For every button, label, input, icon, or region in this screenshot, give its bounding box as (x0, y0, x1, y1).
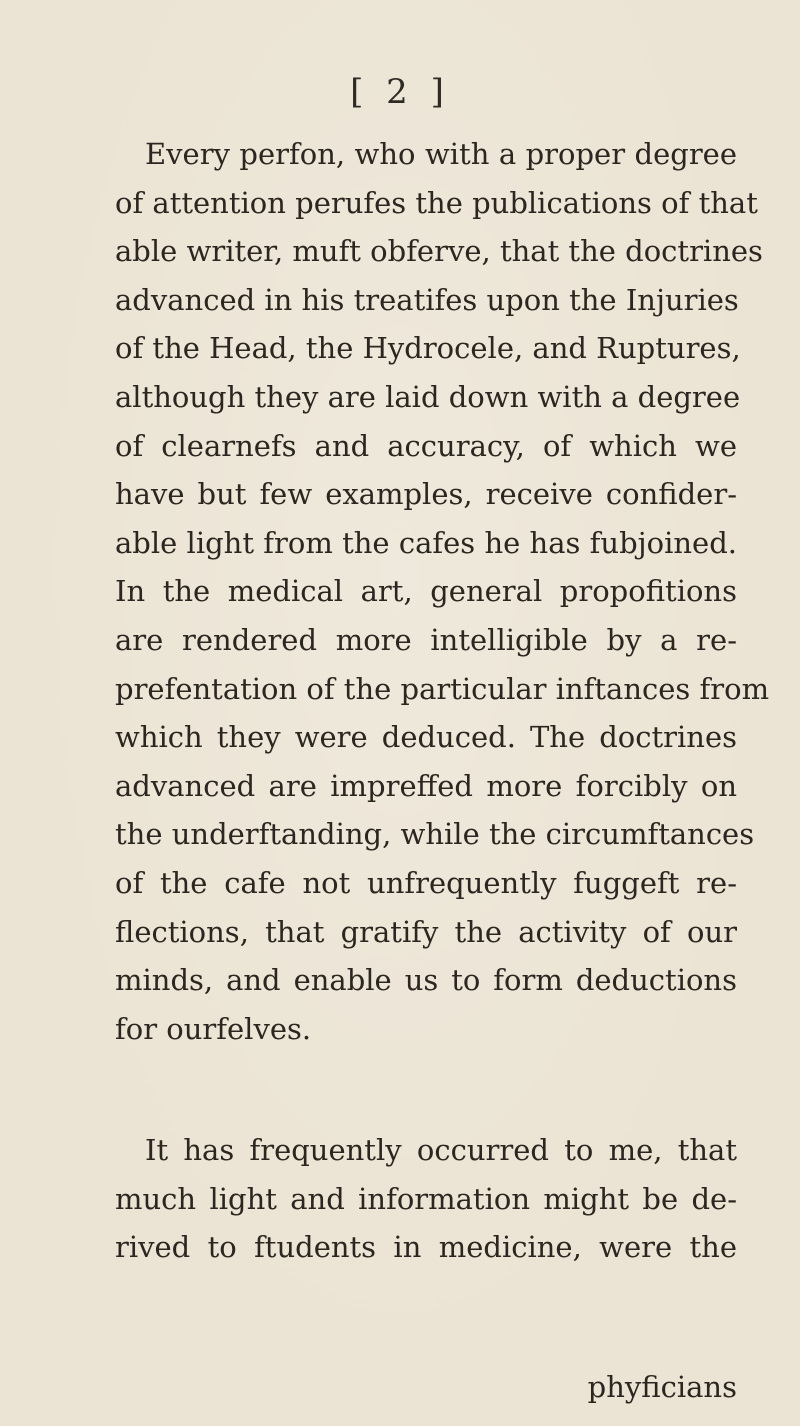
text-line: of attention perufes the publications of that (115, 185, 758, 220)
text-line: advanced are impreffed more forcibly on (115, 768, 737, 803)
catchword: phyficians (587, 1370, 737, 1404)
text-line: are rendered more intelligible by a re- (115, 622, 737, 657)
paragraph (115, 130, 770, 1053)
text-line: flections, that gratify the activity of our (115, 914, 737, 949)
text-line: rived to ftudents in medicine, were the (115, 1230, 737, 1265)
text-line: of the cafe not unfrequently fuggeft re- (115, 865, 737, 900)
page-number: [ 2 ] (350, 72, 450, 112)
text-line: prefentation of the particular inftances from (115, 671, 770, 706)
text-line: of clearnefs and accuracy, of which we (115, 428, 737, 463)
text-line: of the Head, the Hydrocele, and Ruptures, (115, 331, 741, 366)
text-line: have but few examples, receive confider- (115, 477, 737, 512)
text-line: much light and information might be de- (115, 1181, 737, 1216)
text-line: In the medical art, general propofitions (115, 574, 737, 609)
text-line: able light from the cafes he has fubjoined. (115, 525, 737, 560)
text-line: although they are laid down with a degree (115, 379, 741, 414)
text-line: minds, and enable us to form deductions (115, 963, 737, 998)
text-line: Every perfon, who with a proper degree (145, 137, 737, 171)
text-line: the underftanding, while the circumftances (115, 817, 755, 852)
text-line: able writer, muft obferve, that the doctrines (115, 234, 763, 269)
text-line: which they were deduced. The doctrines (115, 720, 737, 755)
text-line: for ourfelves. (115, 1011, 312, 1046)
text-line: It has frequently occurred to me, that (145, 1133, 737, 1167)
text-line: advanced in his treatifes upon the Injuries (115, 282, 739, 317)
paragraph (115, 1126, 737, 1272)
